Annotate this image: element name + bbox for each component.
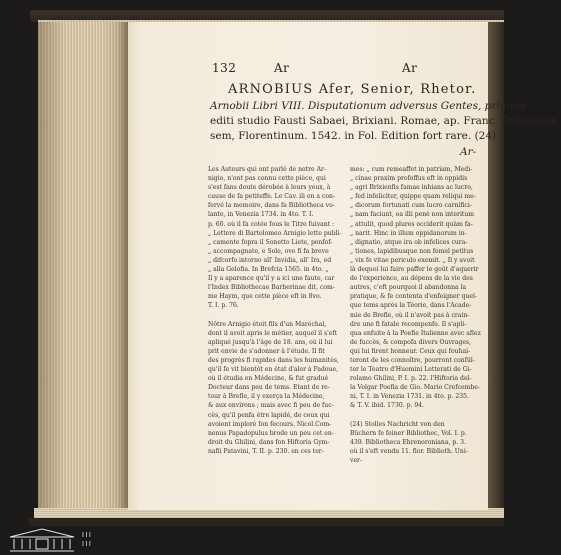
text-line: „ vix fe vitae periculo exemit. „ Il y avoit	[350, 256, 475, 264]
book-right-edge	[486, 22, 504, 516]
text-line: dre une fi fatale recompenfe. Il s'apli-	[350, 320, 467, 328]
text-line: „ agri Brixienfis famae inhians ac lucro,	[350, 184, 473, 192]
text-line: „ accompagnate, e Sole, ove fi fa breve	[208, 247, 329, 255]
logo-text-line-1: III	[82, 532, 93, 539]
text-line: „ fed infeliciter, quippe quam reliqui me-	[350, 193, 476, 201]
text-line: des progrès fi rapides dans les humanités,	[208, 356, 339, 364]
text-line: „ tiones, lapidibusque non femel petitus	[350, 247, 474, 255]
running-head-right: Ar	[402, 61, 418, 75]
text-line: cause de fa petiteffe. Le Cav. ili en a con-	[208, 193, 336, 201]
text-column-right	[350, 165, 482, 465]
text-line: qu'il fe vit bientôt en état d'aler à Padoue,	[208, 366, 339, 374]
entry-line-3: sem, Florentinum. 1542. in Fol. Edition fort rare. (24)	[210, 130, 497, 142]
text-line: nenus Papadopulus brode un peu cet en-	[208, 429, 334, 437]
text-line: „ narit. Hinc in illum oppidanorum in-	[350, 229, 467, 237]
text-line: rolamo Ghilini, P. I. p. 22. l'Hiftoria del-	[350, 375, 472, 383]
entry-line-1: Arnobii Libri VIII. Disputationum adversus Gentes, primùm	[210, 100, 527, 112]
text-line: „ alla Gelofia. In Brefcia 1565. in 4to. „	[208, 266, 329, 274]
text-line: la Volgar Poefia de Gio. Mario Crefcembe-	[350, 384, 480, 392]
text-line: teront de les connoître, pourront confül-	[350, 356, 475, 364]
text-line: (24) Stolles Nachricht von den	[350, 420, 445, 428]
text-line: dont il avoit apris le métier, auquel il s'eft	[208, 329, 338, 337]
text-column-left	[208, 165, 340, 456]
library-logo	[0, 526, 118, 555]
text-line: lante, in Venezia 1734. in 4to. T. I.	[208, 211, 314, 219]
text-line: Les Auteurs qui ont parlé de notre Ar-	[208, 166, 326, 173]
text-line: où il s'eft vendu 11. flor. Biblioth. Uni-	[350, 447, 468, 455]
text-line: & aux environs ; mais avec fi peu de fuc-	[208, 402, 334, 410]
text-line: avoient imploré fon fecours. Nicol.Com-	[208, 420, 332, 428]
page-block-fore-edge	[38, 22, 130, 514]
text-line: ter le Teatro d'Huomini Letterati de Gi-	[350, 366, 472, 374]
text-line: pratique, & fe contenta d'enfeigner quel-	[350, 293, 477, 301]
catchword: Ar-	[460, 146, 477, 158]
text-line: que tems après la Téorie, dans l'Acade-	[350, 302, 472, 310]
book-page	[128, 22, 561, 510]
text-line: l'Index Bibliothecae Barberinae dit, com-	[208, 284, 335, 292]
text-line: „ attulit, quod plures occiderit quàm fa-	[350, 220, 473, 228]
text-line: qua enfuite à la Poefie Italienne avec aflez	[350, 329, 481, 337]
entry-line-2: editi studio Fausti Sabaei, Brixiani. Romae, ap. Franc. Priscianen.	[210, 115, 561, 127]
text-line: là dequoi lui faire paffer le goût d'aquerir	[350, 266, 479, 274]
text-line: de fuccès, & compofa divers Ouvrages,	[350, 338, 472, 346]
text-line: me Haym, que cette pièce eft in 8vo.	[208, 293, 322, 301]
paragraph-break	[350, 411, 482, 420]
text-line: tour à Brefle, il y exerça la Médecine,	[208, 393, 325, 401]
text-line: Docteur dans peu de tems. Etant de re-	[208, 384, 330, 392]
text-line: droit du Ghilini, dans fon Hiftoria Gym-	[208, 438, 330, 446]
text-line: ver-	[350, 457, 363, 464]
running-head-left: Ar	[274, 61, 290, 75]
text-line: Büchern fe feiner Bibliothec, Vol. I. p.	[350, 429, 467, 437]
text-line: T. I. p. 76.	[208, 302, 239, 310]
text-line: cès, qu'il penfa être lapidé, de ceux qui	[208, 411, 330, 419]
page-number: 132	[212, 61, 237, 75]
text-line: Nôtre Arnigio étoit fils d'un Maréchal,	[208, 320, 327, 328]
text-line: mes: „ cum remeaffet in patriam, Medi-	[350, 166, 473, 173]
text-line: de l'experience, au dépens de la vie des	[350, 275, 473, 283]
text-line: mie de Brefle, où il n'avoit pas à crain-	[350, 311, 470, 319]
text-line: „ cinae praxim profeffus eft in oppidis	[350, 175, 468, 183]
text-line: qui lui firent honneur. Ceux qui fouhai-	[350, 347, 471, 355]
text-line: „ difcorfo intorno all' Invidia, all' Ira, ed	[208, 256, 332, 264]
text-line: autres, c'eft pourquoi il abandonna la	[350, 284, 467, 292]
text-line: ni, T. I. in Venezia 1731. in 4to. p. 235.	[350, 393, 469, 401]
text-line: „ dicorum fortunati cum lucro carnifici-	[350, 202, 472, 210]
text-line: prit envie de s'adonner à l'étude. Il fit	[208, 347, 325, 355]
logo-text-line-2: III	[82, 541, 93, 548]
text-line: nigio, n'ont pas connu cette pièce, qui	[208, 175, 326, 183]
text-line: & T. V. ibid. 1730. p. 94.	[350, 402, 425, 410]
paragraph-break	[208, 311, 340, 320]
text-line: 439. Bibliotheca Ehrenoroniana, p. 3.	[350, 438, 466, 446]
text-line: s'est fans doute dérobée à leurs yeux, à	[208, 184, 331, 192]
text-line: „ Lettere di Bartolomeo Arnigio lette publi-	[208, 229, 342, 237]
entry-heading: ARNOBIUS Afer, Senior, Rhetor.	[228, 82, 477, 97]
text-line: Il y a aparence qu'il y a ici une faute, car	[208, 275, 335, 283]
text-line: „ dignatio, atque ira ob infelices cura-	[350, 238, 468, 246]
text-line: nafii Patavini, T. II. p. 230. en ces ter-	[208, 447, 324, 455]
text-line: apliqué jusqu'à l'âge de 18. ans, où il lui	[208, 338, 333, 346]
library-building-icon	[6, 527, 78, 553]
text-line: „ camente fopra il Sonetto Liete, penfof-	[208, 238, 333, 246]
text-line: où il étudia en Médecine, & fut gradué	[208, 375, 329, 383]
text-line: p. 60. où il fa cotée fous le Titre fuivant :	[208, 220, 335, 228]
text-line: fervé la memoire, dans fa Bibliotheca vo-	[208, 202, 335, 210]
book-cover-bottom	[28, 518, 504, 526]
text-line: „ nam faciunt, ea illi penè non interitum	[350, 211, 475, 219]
